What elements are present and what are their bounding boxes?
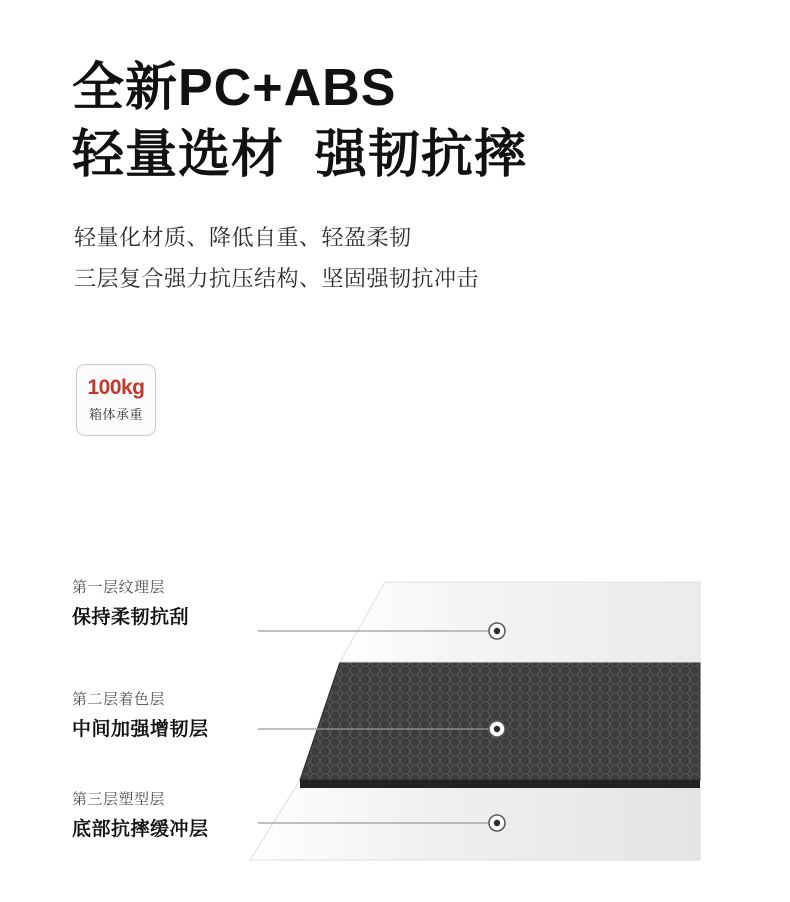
subtext-line-1: 轻量化材质、降低自重、轻盈柔韧 xyxy=(74,225,412,250)
layer-1-name: 保持柔韧抗刮 xyxy=(72,607,190,628)
load-capacity-caption: 箱体承重 xyxy=(88,406,143,422)
layer-3-order: 第三层塑型层 xyxy=(72,791,166,808)
layer-shape-top xyxy=(340,582,700,662)
layer-2-order: 第二层着色层 xyxy=(72,691,166,708)
headline-line-2: 轻量选材 强韧抗摔 xyxy=(72,126,527,185)
subtext-line-2: 三层复合强力抗压结构、坚固强韧抗冲击 xyxy=(74,265,480,291)
headline-line-1: 全新PC+ABS xyxy=(72,59,397,117)
layer-3-name: 底部抗摔缓冲层 xyxy=(72,819,209,840)
layer-2-name: 中间加强增韧层 xyxy=(72,719,209,740)
layer-1-order: 第一层纹理层 xyxy=(72,579,166,596)
layer-label-1 xyxy=(72,576,189,629)
subtext-block xyxy=(74,218,734,299)
headline-block xyxy=(72,58,732,187)
load-capacity-badge xyxy=(76,364,156,436)
layer-label-2 xyxy=(72,688,209,741)
layer-structure-diagram xyxy=(0,540,790,902)
layer-label-3 xyxy=(72,788,209,841)
load-capacity-value: 100kg xyxy=(87,376,145,400)
layer-shape-bottom xyxy=(250,780,700,860)
